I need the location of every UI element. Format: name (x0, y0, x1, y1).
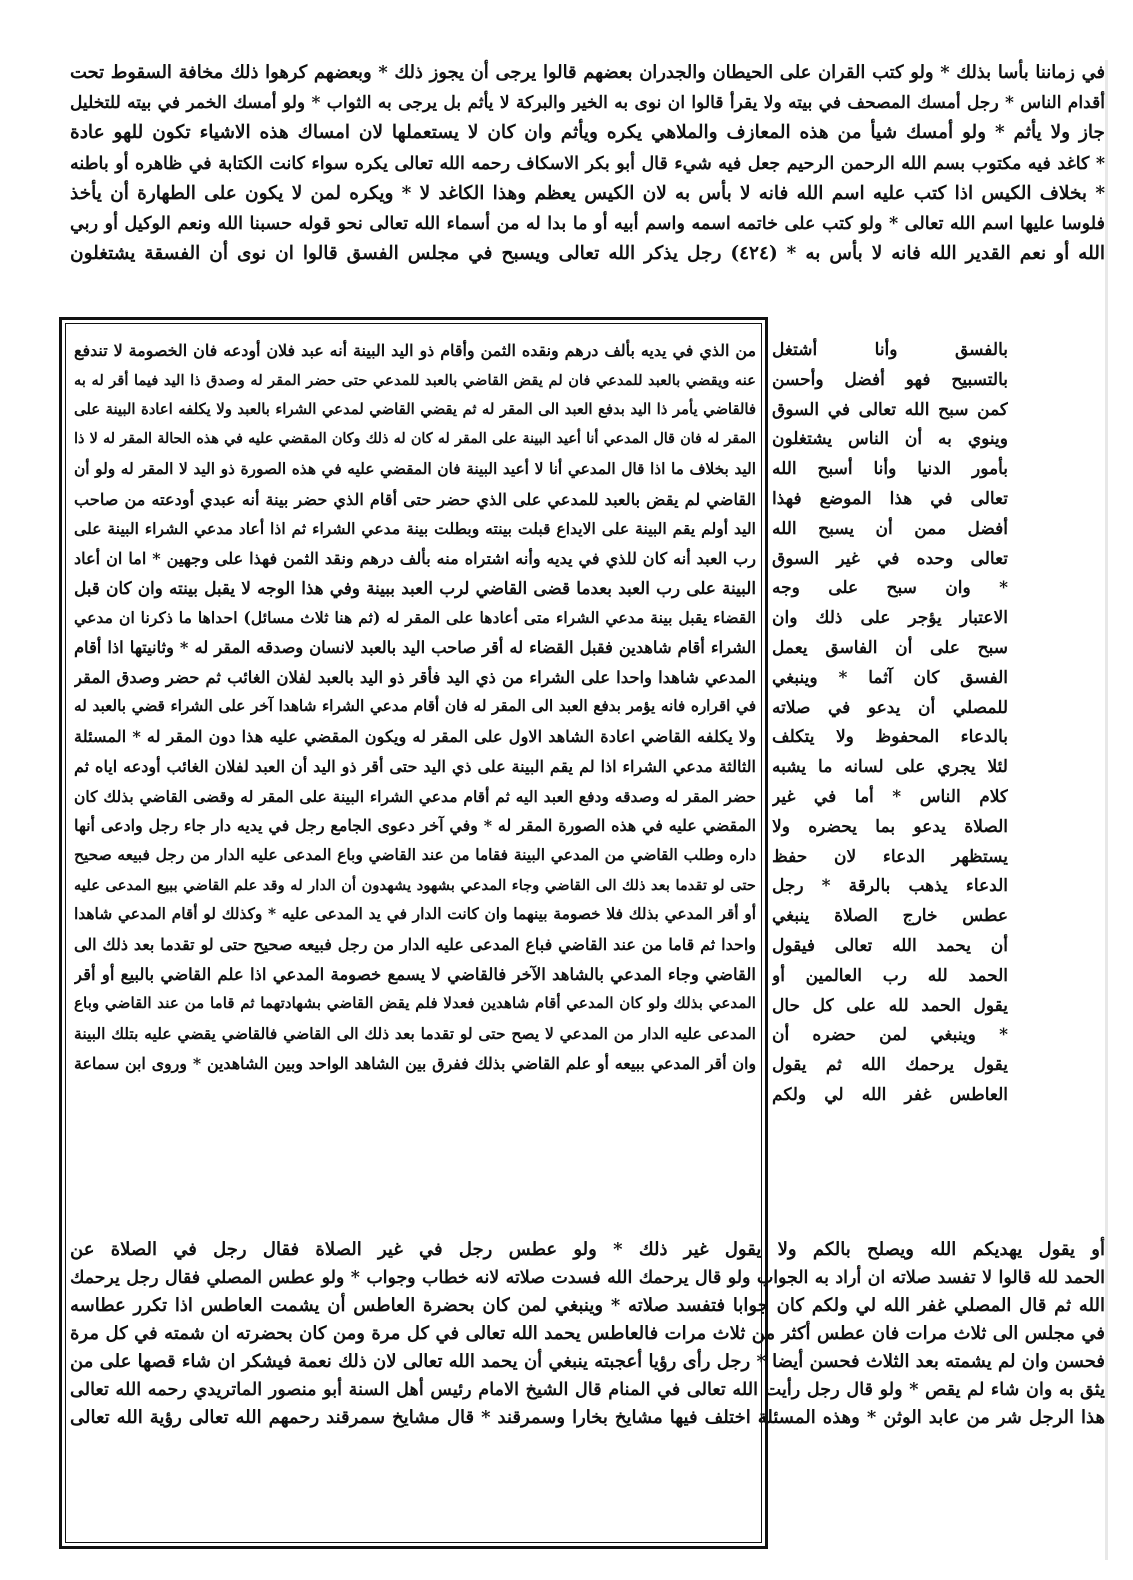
text-line: المدعى عليه الدار من المدعي لا يصح حتى لو تقدما بعد ذلك الى القاضي فالقاضي يقضي عليه بتلك البينة (74, 1024, 756, 1044)
text-line: للمصلي أن يدعو في صلاته (772, 697, 1008, 718)
text-line: رب العبد أنه كان للذي في يديه وأنه اشتراه منه بألف درهم ونقد الثمن فهذا على وجهين * اما ان أعاد (74, 548, 756, 568)
text-line: عطس خارج الصلاة ينبغي (772, 906, 1008, 927)
text-line: هذا الرجل شر من عابد الوثن * وهذه المسئلة اختلف فيها مشايخ بخارا وسمرقند * قال مشايخ سمرقند رحمهم الله تعالى رؤية الله تعالى (70, 1407, 1105, 1428)
text-line: أفضل ممن أن يسبح الله (772, 518, 1008, 539)
text-line: الحمد لله قالوا لا تفسد صلاته ان أراد به الجواب ولو قال يرحمك الله فسدت صلاته لانه خطاب وجواب * ولو عطس المصلي فقال رجل يرحمك (70, 1268, 1105, 1288)
text-line: سبح على أن الفاسق يعمل (772, 637, 1008, 658)
text-line: أو يقول يهديكم الله ويصلح بالكم ولا يقول غير ذلك * ولو عطس رجل في غير الصلاة فقال رجل في الصلاة عن (70, 1239, 1105, 1260)
text-line: يقول يرحمك الله ثم يقول (772, 1055, 1008, 1076)
text-line: الله أو نعم القدير الله فانه لا بأس به * (٤٢٤) رجل يذكر الله تعالى ويسبح في مجلس الفسق قالوا ان نوى أن الفسقة يشتغلون (70, 243, 1105, 265)
text-line: الفسق كان آثما * وينبغي (772, 667, 1008, 688)
text-line: * وان سبح على وجه (772, 578, 1008, 599)
text-line: أن يحمد الله تعالى فيقول (772, 935, 1008, 956)
text-line: المقضي عليه في هذه الصورة المقر له * وفي آخر دعوى الجامع رجل في يديه دار جاء رجل وادعى أنها (74, 816, 756, 836)
text-line: العاطس غفر الله لي ولكم (772, 1084, 1008, 1105)
text-line: اليد بخلاف ما اذا قال المدعي أنا لا أعيد البينة فان المقضي عليه في هذه الصورة ذو اليد لا المقر له ولو أن (74, 459, 756, 478)
text-line: القضاء يقبل بينة مدعي الشراء متى أعادها على المقر له (ثم هنا ثلاث مسائل) احداها ما ذكرنا ان مدعي (74, 608, 756, 628)
text-line: الله ثم قال المصلي غفر الله لي ولكم كان جوابا فتفسد صلاته * وينبغي لمن كان بحضرة العاطس أن يشمت العاطس اذا تكرر عطاسه (70, 1295, 1105, 1316)
text-line: البينة على رب العبد بعدما قضى القاضي لرب العبد ببينة وفي هذا الوجه لا يقبل بينته وان كان قبل (74, 577, 756, 598)
text-line: في مجلس الى ثلاث مرات فان عطس أكثر من ثلاث مرات فالعاطس يحمد الله تعالى في كل مرة ومن كان بحضرته ان شمته في كل مرة (70, 1323, 1105, 1344)
top-paragraph (70, 58, 1105, 269)
text-line: أقدام الناس * رجل أمسك المصحف في بيته ولا يقرأ قالوا ان نوى به الخير والبركة لا يأثم بل يرجى به الثواب * ولو أمسك الخمر في بيته للتخليل (70, 93, 1105, 114)
scan-edge-shadow (1105, 60, 1108, 1560)
text-line: اليد أولم يقم البينة على الايداع قبلت بينته وبطلت بينة مدعي الشراء ثم اذا أعاد مدعي الشراء البينة على (74, 519, 756, 539)
text-line: حتى لو تقدما بعد ذلك الى القاضي وجاء المدعي بشهود يشهدون أن الدار له وقد علم القاضي ببيع المدعى عليه (74, 876, 756, 894)
text-line: أو أقر المدعي بذلك فلا خصومة بينهما وان كانت الدار في يد المدعى عليه * وكذلك لو أقام المدعي شاهدا (74, 905, 756, 924)
text-line: لئلا يجري على لسانه ما يشبه (772, 757, 1008, 778)
text-line: الصلاة يدعو بما يحضره ولا (772, 816, 1008, 837)
text-line: الثالثة مدعي الشراء اذا لم يقم البينة على ذي اليد حتى أقر ذو اليد أن العبد لفلان الغائب أودعه اياه ثم (74, 756, 756, 776)
text-line: من الذي في يديه بألف درهم ونقده الثمن وأقام ذو اليد البينة أنه عبد فلان أودعه فان الخصومة لا تندفع (74, 341, 756, 360)
text-line: * بخلاف الكيس اذا كتب عليه اسم الله فانه لا بأس به لان الكيس يعظم وهذا الكاغد لا * ويكره لمن لا يكون على الطهارة أن يأخذ (70, 182, 1105, 204)
bottom-paragraph (70, 1236, 1105, 1432)
text-line: كلام الناس * أما في غير (772, 786, 1008, 807)
text-line: المدعي بذلك ولو كان المدعي أقام شاهدين فعدلا فلم يقض القاضي بشهادتهما ثم قاما من عند القاضي وباع (74, 994, 756, 1013)
text-line: القاضي لم يقض بالعبد للمدعي على الذي حضر حتى أقام الذي حضر بينة أنه عبدي أودعته من صاحب (74, 489, 756, 509)
text-line: داره وطلب القاضي من المدعي البينة فقاما من عند القاضي وباع المدعى عليه الدار من رجل فبيعه صحيح (74, 845, 756, 864)
framed-commentary-text (74, 336, 756, 1079)
text-line: في اقراره فانه يؤمر بدفع العبد الى المقر له فان أقام مدعي الشراء شاهدا آخر على الشراء قضي بالعبد له (74, 697, 756, 716)
text-line: بالدعاء المحفوظ ولا يتكلف (772, 727, 1008, 748)
text-line: الاعتبار يؤجر على ذلك وان (772, 608, 1008, 629)
text-line: تعالى في هذا الموضع فهذا (772, 488, 1008, 509)
text-line: الشراء أقام شاهدين فقبل القضاء له أقر صاحب اليد بالعبد لانسان وصدقه المقر له * وثانيتها اذا أقام (74, 638, 756, 658)
text-line: وان أقر المدعي ببيعه أو علم القاضي بذلك ففرق بين الشاهد الواحد وبين الشاهدين * وروى ابن سماعة (74, 1053, 756, 1073)
text-line: فحسن وان لم يشمته بعد الثلاث فحسن أيضا * رجل رأى رؤيا أعجبته ينبغي أن يحمد الله تعالى لان ذلك نعمة فيشكر ان شاء قصها على من (70, 1351, 1105, 1372)
text-line: المقر له فان قال المدعي أنا أعيد البينة على المقر له كان له ذلك وكان المقضي عليه في هذه الحالة المقر له لا ذا (74, 431, 756, 448)
text-line: تعالى وحده في غير السوق (772, 548, 1008, 569)
text-line: المدعي شاهدا واحدا على الشراء من ذي اليد فأقر ذو اليد بالعبد لفلان الغائب ثم حضر وصدق المقر (74, 667, 756, 687)
text-line: فالقاضي يأمر ذا اليد بدفع العبد الى المقر له ثم يقضي القاضي لمدعي الشراء بالعبد ولا يكلفه اعادة البينة على (74, 401, 756, 419)
text-line: بالتسبيح فهو أفضل وأحسن (772, 369, 1008, 390)
text-line: عنه ويقضي بالعبد للمدعي فان لم يقض القاضي بالعبد للمدعي حتى حضر المقر له وصدق ذا اليد فيما أقر له به (74, 371, 756, 389)
text-line: واحدا ثم قاما من عند القاضي فباع المدعى عليه الدار من رجل فبيعه صحيح حتى لو تقدما بعد ذلك الى (74, 935, 756, 955)
text-line: كمن سبح الله تعالى في السوق (772, 399, 1008, 420)
text-line: جاز ولا يأثم * ولو أمسك شيأ من هذه المعازف والملاهي يكره ويأثم وان كان لا يستعملها لان امساك هذه الاشياء تكون للهو عادة (70, 122, 1105, 144)
margin-column-text (772, 336, 1008, 1111)
text-line: في زماننا بأسا بذلك * ولو كتب القران على الحيطان والجدران بعضهم قالوا يرجى أن يجوز ذلك * وبعضهم كرهوا ذلك مخافة السقوط تحت (70, 62, 1105, 83)
text-line: الدعاء يذهب بالرقة * رجل (772, 876, 1008, 897)
text-line: بالفسق وأنا أشتغل (772, 340, 1008, 360)
text-line: يستظهر الدعاء لان حفظ (772, 846, 1008, 867)
text-line: حضر المقر له وصدقه ودفع العبد اليه ثم أقام مدعي الشراء البينة على المقر له وقضى القاضي بذلك كان (74, 786, 756, 806)
text-line: ولا يكلفه القاضي اعادة الشاهد الاول على المقر له ويكون المقضي عليه هذا دون المقر له * المسئلة (74, 727, 756, 747)
text-line: القاضي وجاء المدعي بالشاهد الآخر فالقاضي لا يسمع خصومة المدعي اذا علم القاضي بالبيع أو أقر (74, 963, 756, 984)
text-line: يثق به وان شاء لم يقص * ولو قال رجل رأيت الله تعالى في المنام قال الشيخ الامام رئيس أهل السنة أبو منصور الماتريدي رحمه الله تعالى (70, 1379, 1105, 1400)
text-line: فلوسا عليها اسم الله تعالى * ولو كتب على خاتمه اسمه واسم أبيه أو ما بدا له من أسماء الله تعالى نحو قوله حسبنا الله ونعم الوكيل أو ربي (70, 213, 1105, 235)
text-line: * وينبغي لمن حضره أن (772, 1025, 1008, 1046)
text-line: بأمور الدنيا وأنا أسبح الله (772, 459, 1008, 480)
text-line: * كاغد فيه مكتوب بسم الله الرحمن الرحيم جعل فيه شيء قال أبو بكر الاسكاف رحمه الله تعالى يكره سواء كانت الكتابة في ظاهره أو باطنه (70, 153, 1105, 174)
text-line: وينوي به أن الناس يشتغلون (772, 429, 1008, 450)
text-line: الحمد لله رب العالمين أو (772, 965, 1008, 986)
text-line: يقول الحمد لله على كل حال (772, 995, 1008, 1016)
